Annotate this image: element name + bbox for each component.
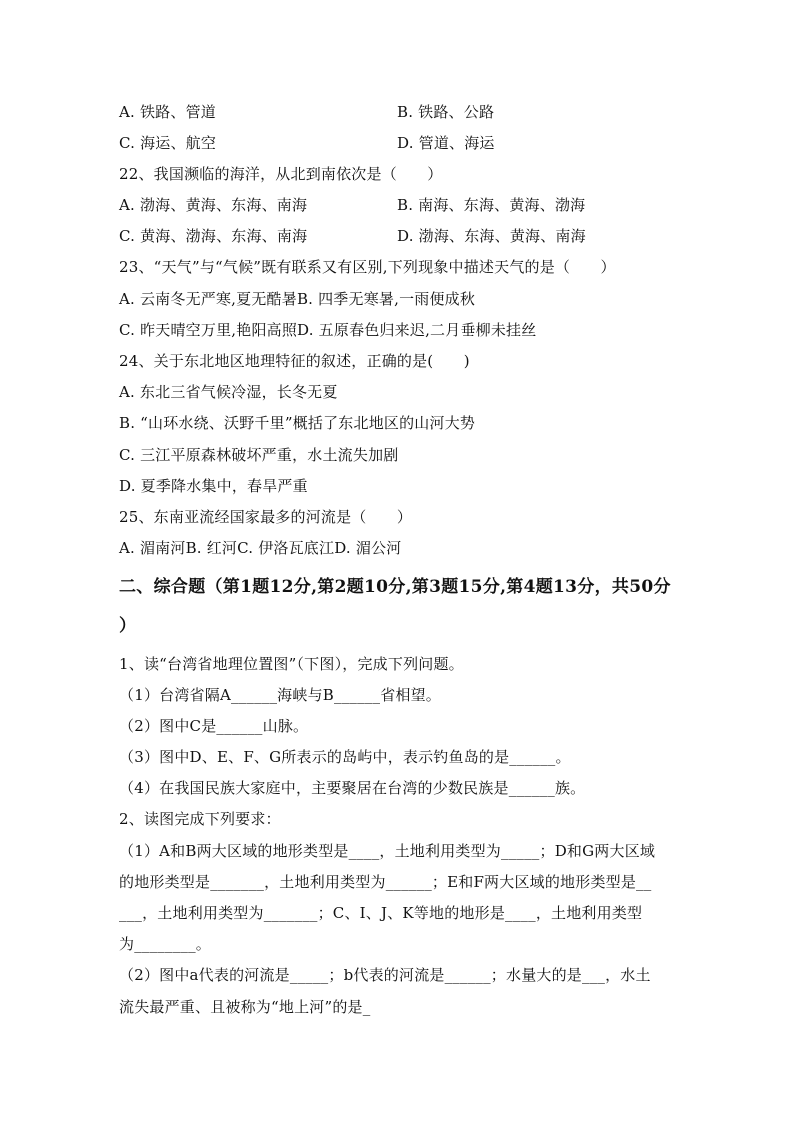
p2-sub-1-line-4: 为________。 xyxy=(119,935,212,953)
q24-option-a: A. 东北三省气候冷湿，长冬无夏 xyxy=(119,383,338,401)
p1-sub-3: （3）图中D、E、F、G所表示的岛屿中，表示钓鱼岛的是______。 xyxy=(119,748,571,766)
p1-stem: 1、读“台湾省地理位置图”（下图），完成下列问题。 xyxy=(119,655,464,673)
q24-option-c: C. 三江平原森林破坏严重，水土流失加剧 xyxy=(119,446,399,464)
p1-sub-1: （1）台湾省隔A______海峡与B______省相望。 xyxy=(119,686,442,704)
q24-option-b: B. “山环水绕、沃野千里”概括了东北地区的山河大势 xyxy=(119,414,476,432)
q22-stem: 22、我国濒临的海洋，从北到南依次是（ ） xyxy=(119,165,443,183)
q22-option-d: D. 渤海、东海、黄海、南海 xyxy=(397,227,586,245)
q23-options-ab: A. 云南冬无严寒,夏无酷暑B. 四季无寒暑,一雨便成秋 xyxy=(119,290,476,308)
p1-sub-4: （4）在我国民族大家庭中，主要聚居在台湾的少数民族是______族。 xyxy=(119,779,586,797)
q22-option-c: C. 黄海、渤海、东海、南海 xyxy=(119,227,308,245)
q23-stem: 23、“天气”与“气候”既有联系又有区别,下列现象中描述天气的是（ ） xyxy=(119,258,616,276)
q21-option-b: B. 铁路、公路 xyxy=(397,103,495,121)
q22-option-a: A. 渤海、黄海、东海、南海 xyxy=(119,196,308,214)
q24-stem: 24、关于东北地区地理特征的叙述，正确的是( ) xyxy=(119,352,470,370)
p2-sub-1-line-3: ___，土地利用类型为_______；C、I、J、K等地的地形是____，土地利用类型 xyxy=(119,904,643,922)
q21-option-c: C. 海运、航空 xyxy=(119,134,217,152)
p2-sub-1-line-2: 的地形类型是_______，土地利用类型为______；E和F两大区域的地形类型是__ xyxy=(119,873,652,891)
q22-option-b: B. 南海、东海、黄海、渤海 xyxy=(397,196,586,214)
q21-option-d: D. 管道、海运 xyxy=(397,134,495,152)
q25-options: A. 湄南河B. 红河C. 伊洛瓦底江D. 湄公河 xyxy=(119,539,402,557)
p2-sub-2-line-1: （2）图中a代表的河流是_____；b代表的河流是______；水量大的是___，水土 xyxy=(119,966,651,984)
p2-sub-2-line-2: 流失最严重、且被称为“地上河”的是_ xyxy=(119,998,371,1016)
q23-options-cd: C. 昨天晴空万里,艳阳高照D. 五原春色归来迟,二月垂柳未挂丝 xyxy=(119,321,537,339)
p1-sub-2: （2）图中C是______山脉。 xyxy=(119,717,309,735)
q21-option-a: A. 铁路、管道 xyxy=(119,103,216,121)
section-heading-cont: ） xyxy=(119,616,137,636)
q24-option-d: D. 夏季降水集中，春旱严重 xyxy=(119,477,308,495)
q25-stem: 25、东南亚流经国家最多的河流是（ ） xyxy=(119,508,413,526)
p2-sub-1-line-1: （1）A和B两大区域的地形类型是____，土地利用类型为_____；D和G两大区域 xyxy=(119,842,656,860)
p2-stem: 2、读图完成下列要求： xyxy=(119,810,281,828)
section-heading: 二、综合题（第1题12分,第2题10分,第3题15分,第4题13分，共50分 xyxy=(119,577,671,597)
